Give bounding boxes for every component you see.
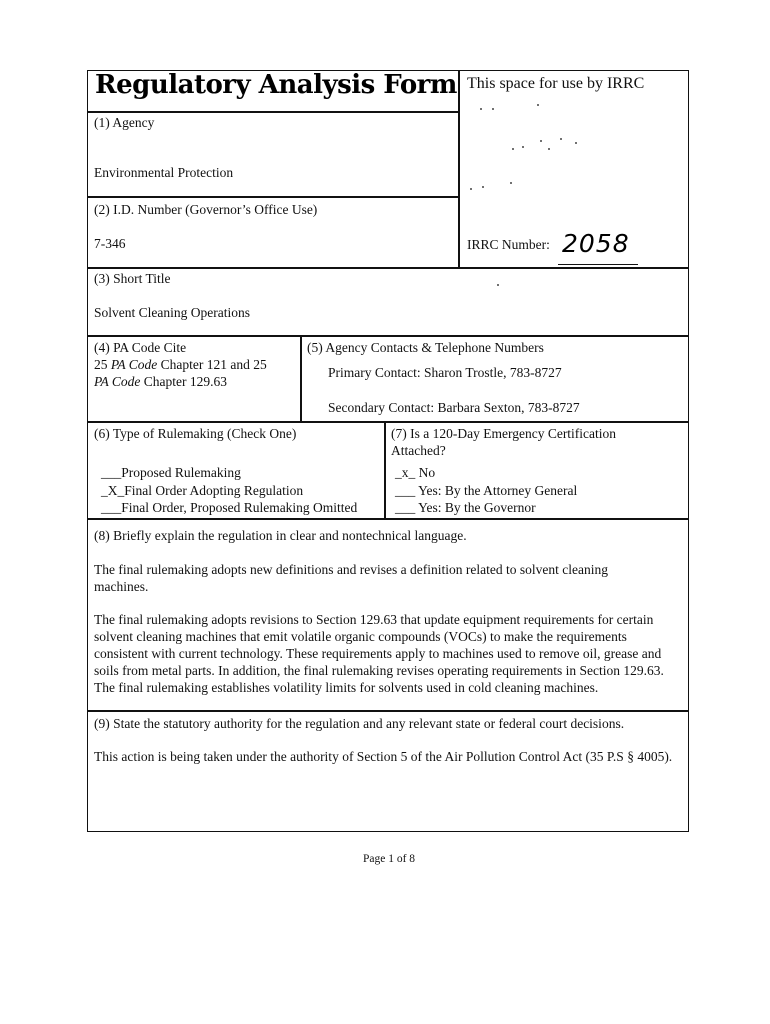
explain-label: (8) Briefly explain the regulation in clear and nontechnical language. <box>94 528 467 543</box>
emergency-mark: ___ <box>395 500 416 515</box>
emergency-mark: _x_ <box>395 465 416 480</box>
secondary-contact: Secondary Contact: Barbara Sexton, 783-8727 <box>328 400 580 415</box>
scan-speck <box>560 138 562 140</box>
pa-code-line-1: 25 PA Code Chapter 121 and 25 <box>94 357 267 372</box>
emergency-option-no: _x_ No <box>395 465 436 480</box>
id-number-value: 7-346 <box>94 236 126 251</box>
title-underline <box>87 111 459 113</box>
section-6-7-divider <box>384 421 386 519</box>
section-4-top-divider <box>87 335 689 337</box>
emergency-label-line-2: Attached? <box>391 443 446 458</box>
scan-speck <box>575 142 577 144</box>
explain-paragraph-2: The final rulemaking adopts revisions to Section 129.63 that update equipment requirements for certain solvent cleaning machines that emit volatile organic compounds (VOCs) to make the requirements consistent with current technology. These requirements apply to machines used to remove oil, grease and soils from metal parts. In addition, the final rulemaking revises operating requirements in Section 129.63. The final rulemaking establishes volatility limits for solvents used in cold cleaning machines. <box>94 612 664 695</box>
scan-speck <box>548 148 550 150</box>
irrc-number-label: IRRC Number: <box>467 237 550 252</box>
scan-speck <box>512 148 514 150</box>
section-4-5-divider <box>300 335 302 422</box>
scan-speck <box>482 186 484 188</box>
scan-speck <box>497 284 499 286</box>
explain-paragraph-1: The final rulemaking adopts new definitions and revises a definition related to solvent cleaning machines. <box>94 562 608 594</box>
scan-speck <box>522 146 524 148</box>
scan-speck <box>470 188 472 190</box>
short-title-top-divider <box>87 267 689 269</box>
agency-divider <box>87 196 459 198</box>
emergency-label-line-1: (7) Is a 120-Day Emergency Certification <box>391 426 617 441</box>
id-number-label: (2) I.D. Number (Governor’s Office Use) <box>94 202 318 217</box>
pa-code-label: (4) PA Code Cite <box>94 340 187 355</box>
section-9-top-divider <box>87 710 689 712</box>
scan-speck <box>480 108 482 110</box>
rulemaking-option-final-omitted: ___Final Order, Proposed Rulemaking Omitted <box>101 500 358 515</box>
irrc-number-handwritten: 2058 <box>562 229 630 258</box>
contacts-label: (5) Agency Contacts & Telephone Numbers <box>307 340 544 355</box>
rulemaking-option-proposed: ___Proposed Rulemaking <box>101 465 241 480</box>
rulemaking-label: (6) Type of Rulemaking (Check One) <box>94 426 297 441</box>
irrc-space-label: This space for use by IRRC <box>467 75 645 92</box>
irrc-number-underline <box>558 264 638 265</box>
scan-speck <box>510 182 512 184</box>
primary-contact: Primary Contact: Sharon Trostle, 783-8727 <box>328 365 562 380</box>
short-title-label: (3) Short Title <box>94 271 171 286</box>
form-title: Regulatory Analysis Form <box>95 70 457 100</box>
scan-speck <box>537 104 539 106</box>
agency-value: Environmental Protection <box>94 165 234 180</box>
rulemaking-mark: _X_ <box>101 483 125 498</box>
emergency-mark: ___ <box>395 483 416 498</box>
page-number: Page 1 of 8 <box>363 853 416 865</box>
irrc-column-divider <box>458 70 460 268</box>
emergency-option-governor: ___ Yes: By the Governor <box>395 500 536 515</box>
rulemaking-option-final-order: _X_Final Order Adopting Regulation <box>101 483 304 498</box>
scan-speck <box>540 140 542 142</box>
short-title-value: Solvent Cleaning Operations <box>94 305 250 320</box>
pa-code-line-2: PA Code Chapter 129.63 <box>94 374 228 389</box>
rulemaking-mark: ___ <box>101 500 122 515</box>
section-6-top-divider <box>87 421 689 423</box>
emergency-option-attorney-general: ___ Yes: By the Attorney General <box>395 483 578 498</box>
scan-speck <box>492 108 494 110</box>
section-8-top-divider <box>87 518 689 520</box>
rulemaking-mark: ___ <box>101 465 122 480</box>
authority-label: (9) State the statutory authority for the regulation and any relevant state or federal court decisions. <box>94 716 625 731</box>
agency-label: (1) Agency <box>94 115 155 130</box>
authority-text: This action is being taken under the authority of Section 5 of the Air Pollution Control Act (35 P.S § 4005). <box>94 749 673 764</box>
